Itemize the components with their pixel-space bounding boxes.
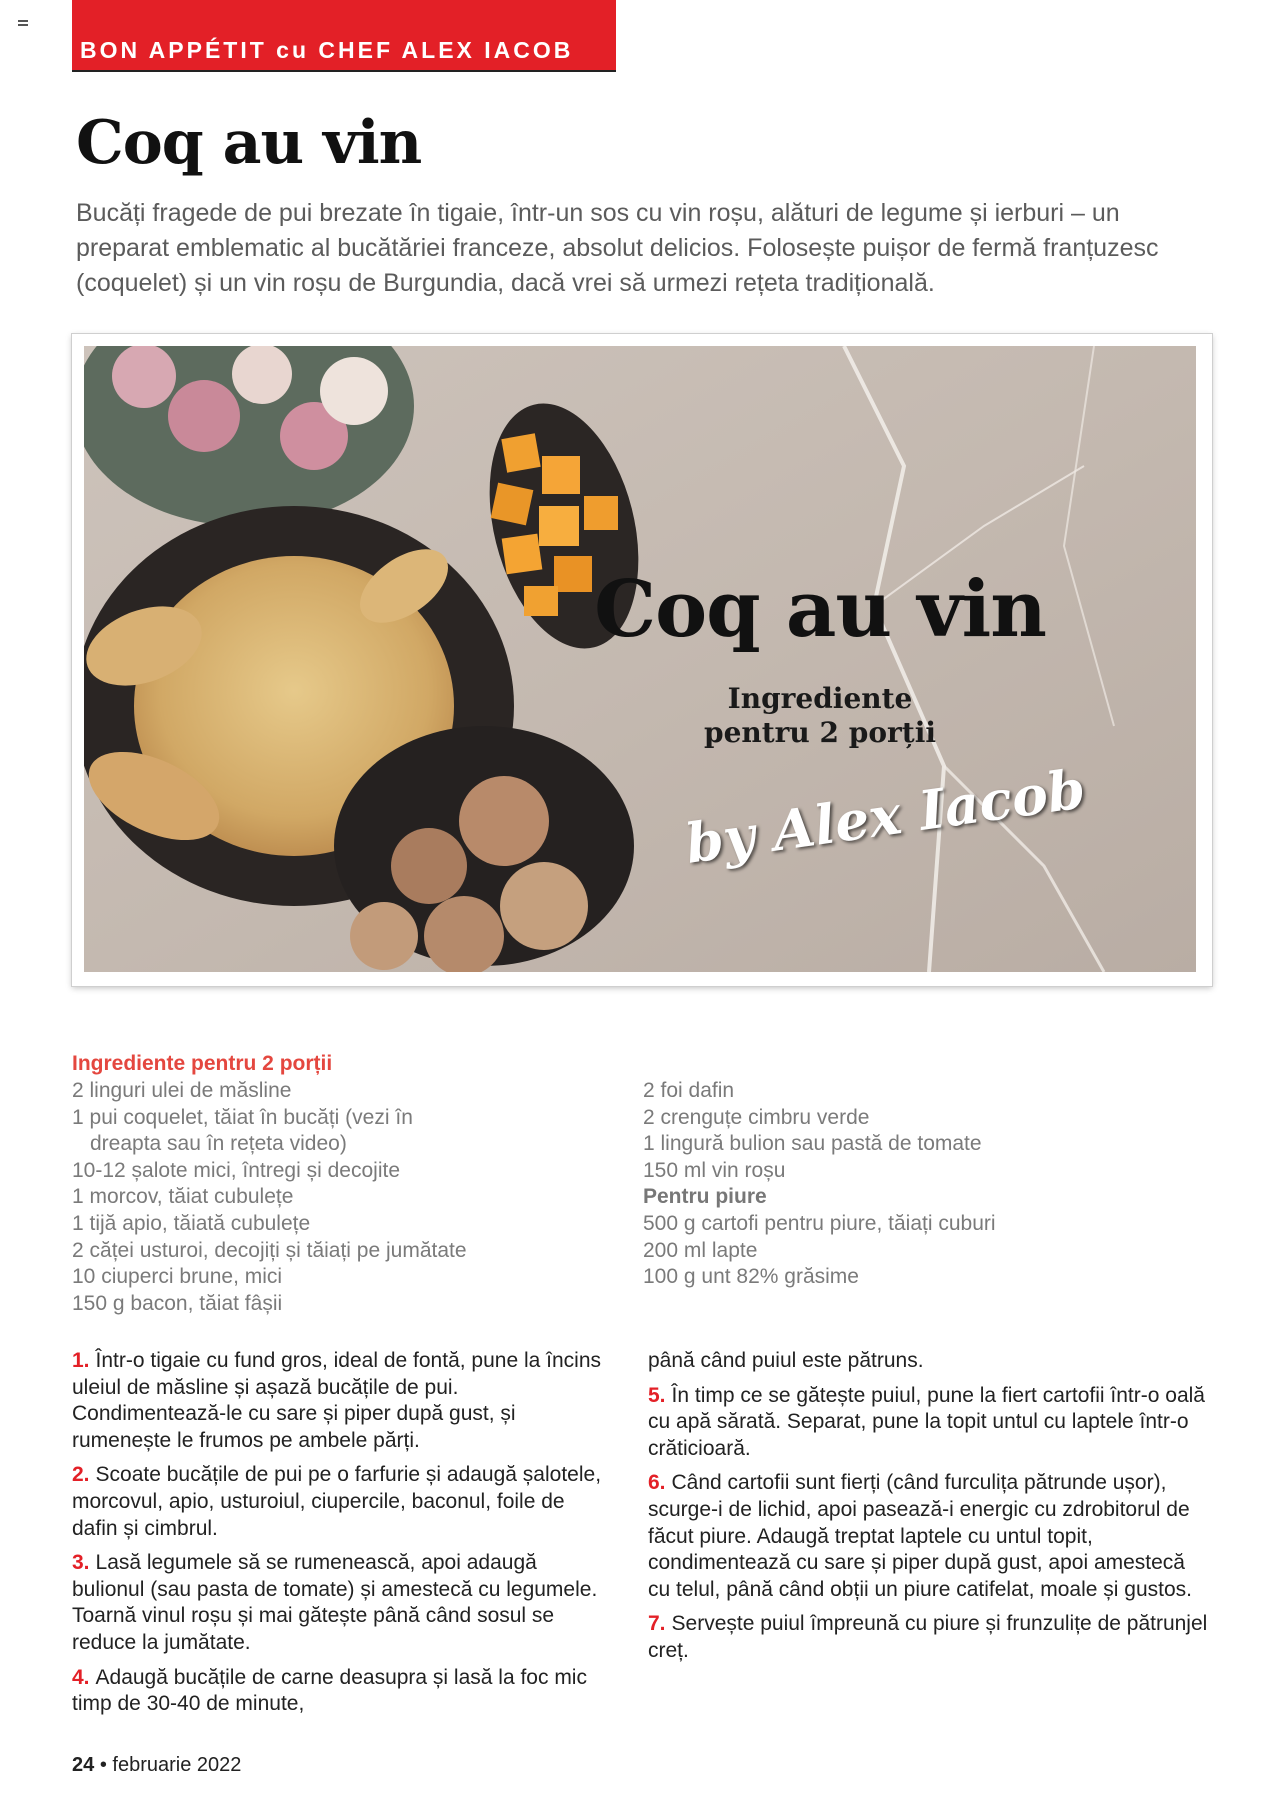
step-text: Servește puiul împreună cu piure și frunzulițe de pătrunjel creț. [648, 1612, 1208, 1662]
ingredient-item: 100 g unt 82% grăsime [643, 1265, 859, 1289]
footer-separator: • [99, 1754, 107, 1776]
step-1 [72, 1348, 612, 1454]
step-number: 6. [648, 1471, 666, 1495]
ingredient-item: 1 tijă apio, tăiată cubulețe [72, 1211, 311, 1235]
step-3 [72, 1550, 612, 1656]
ingredient-item: 10-12 șalote mici, întregi și decojite [72, 1158, 400, 1182]
intro-paragraph: Bucăți fragede de pui brezate în tigaie, într-un sos cu vin roșu, alături de legume și ierburi – un preparat emblematic al bucătăriei franceze, absolut delicios. Folosește puișor de fermă franțuzesc (coquelet) și un vin roșu de Burgundia, dacă vrei să urmezi rețeta tradițională. [76, 199, 1159, 297]
photo-subtitle [640, 682, 1000, 750]
ingredient-item: 150 g bacon, tăiat fâșii [72, 1291, 283, 1315]
step-5 [648, 1383, 1208, 1463]
step-number: 4. [72, 1665, 90, 1689]
photo-subtitle-line2: pentru 2 porții [704, 716, 936, 749]
step-text: Când cartofii sunt fierți (când furculița pătrunde ușor), scurge-i de lichid, apoi pasează-i energic cu zdrobitorul de făcut piure. Adaugă treptat laptele cu untul topit, condimentează cu sare și piper după gust, apoi amestecă cu telul, până când obții un piure catifelat, moale și gustos. [648, 1471, 1192, 1601]
step-number: 3. [72, 1551, 90, 1575]
ingredient-item: 200 ml lapte [643, 1238, 758, 1262]
step-6 [648, 1470, 1208, 1603]
step-7 [648, 1611, 1208, 1664]
ingredient-item: 2 linguri ulei de măsline [72, 1079, 292, 1102]
step-text: Într-o tigaie cu fund gros, ideal de fontă, pune la încins uleiul de măsline și așază bucățile de pui. Condimentează-le cu sare și piper după gust, și rumenește le frumos pe ambele părți. [72, 1349, 602, 1452]
ingredients-list-right [643, 1078, 1203, 1291]
ingredient-item: 1 lingură bulion sau pastă de tomate [643, 1132, 982, 1156]
ingredient-item: dreapta sau în rețeta video) [90, 1132, 347, 1156]
ingredient-item: 1 morcov, tăiat cubulețe [72, 1185, 294, 1209]
step-text: Scoate bucățile de pui pe o farfurie și adaugă șalotele, morcovul, apio, usturoiul, ciupercile, baconul, foile de dafin și cimbrul. [72, 1463, 602, 1540]
step-text: Lasă legumele să se rumenească, apoi adaugă bulionul (sau pasta de tomate) și amestecă cu legumele. Toarnă vinul roșu și mai gătește până când sosul se reduce la jumătate. [72, 1551, 598, 1654]
ingredient-item: 150 ml vin roșu [643, 1158, 786, 1182]
banner-text: BON APPÉTIT cu CHEF ALEX IACOB [80, 37, 574, 63]
menu-icon[interactable] [18, 20, 28, 26]
food-photo-illustration [84, 346, 1196, 972]
section-banner [72, 0, 616, 72]
page-title: Coq au vin [76, 108, 422, 178]
chef-signature: by Alex Iacob [681, 756, 1090, 876]
step-text: În timp ce se gătește puiul, pune la fiert cartofii într-o oală cu apă sărată. Separat, pune la topit untul cu laptele într-o crăticioară. [648, 1383, 1205, 1460]
photo-title: Coq au vin [594, 564, 1046, 655]
ingredient-item: 2 foi dafin [643, 1079, 735, 1102]
hero-photo-frame [72, 334, 1212, 986]
issue-date: februarie 2022 [112, 1754, 242, 1776]
ingredient-item: 10 ciuperci brune, mici [72, 1265, 283, 1289]
ingredient-item: 1 pui coquelet, tăiat în bucăți (vezi în [72, 1105, 413, 1129]
step-4 [72, 1665, 612, 1718]
ingredient-item: 2 crenguțe cimbru verde [643, 1105, 870, 1129]
ingredient-item: 500 g cartofi pentru piure, tăiați cuburi [643, 1211, 996, 1235]
steps-column-left [72, 1348, 612, 1726]
hero-photo [84, 346, 1196, 972]
steps-column-right [648, 1348, 1208, 1673]
step-number: 1. [72, 1349, 90, 1372]
step-number: 5. [648, 1383, 666, 1407]
step-number: 7. [648, 1612, 666, 1636]
puree-heading: Pentru piure [643, 1185, 767, 1209]
step-2 [72, 1462, 612, 1542]
step-text: Adaugă bucățile de carne deasupra și lasă la foc mic timp de 30-40 de minute, [72, 1665, 587, 1716]
ingredients-list-left [72, 1078, 592, 1317]
photo-subtitle-line1: Ingrediente [727, 682, 913, 715]
page-footer [72, 1754, 241, 1777]
ingredient-item: 2 căței usturoi, decojiți și tăiați pe jumătate [72, 1238, 467, 1262]
page-number: 24 [72, 1754, 95, 1776]
ingredients-heading: Ingrediente pentru 2 porții [72, 1052, 333, 1075]
step-number: 2. [72, 1463, 90, 1487]
step-4-continued: până când puiul este pătruns. [648, 1349, 924, 1372]
